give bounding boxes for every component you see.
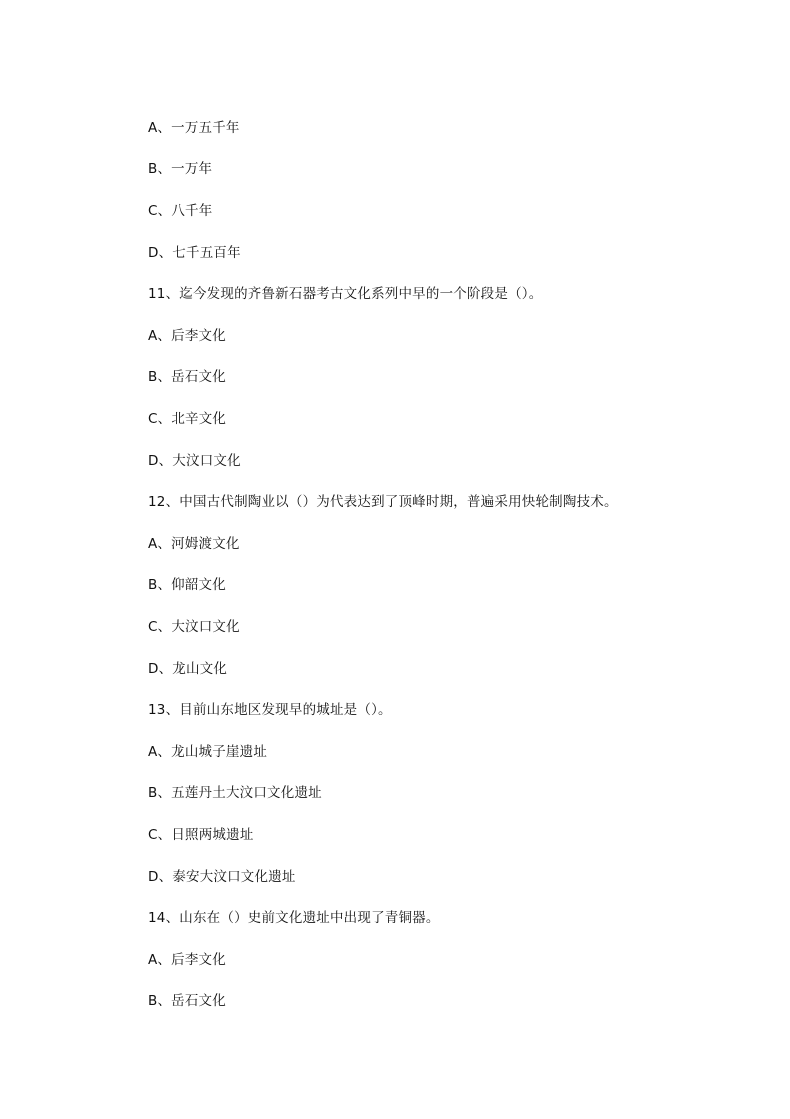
option-b-q11: B、岳石文化 — [148, 369, 226, 385]
question-14: 14、山东在（）史前文化遗址中出现了青铜器。 — [148, 910, 440, 926]
option-c-q11: C、北辛文化 — [148, 411, 227, 427]
option-a-q14: A、后李文化 — [148, 952, 226, 968]
option-b-q13: B、五莲丹土大汶口文化遗址 — [148, 785, 322, 801]
question-11: 11、迄今发现的齐鲁新石器考古文化系列中早的一个阶段是（）。 — [148, 286, 543, 302]
option-c-q12: C、大汶口文化 — [148, 619, 240, 635]
option-a-q10: A、一万五千年 — [148, 120, 240, 136]
option-a-q13: A、龙山城子崖遗址 — [148, 744, 268, 760]
option-d-q10: D、七千五百年 — [148, 245, 241, 261]
option-b-q14: B、岳石文化 — [148, 993, 226, 1009]
option-d-q12: D、龙山文化 — [148, 661, 228, 677]
option-b-q12: B、仰韶文化 — [148, 577, 226, 593]
option-b-q10: B、一万年 — [148, 161, 213, 177]
option-d-q11: D、大汶口文化 — [148, 453, 241, 469]
option-d-q13: D、泰安大汶口文化遗址 — [148, 869, 296, 885]
option-a-q12: A、河姆渡文化 — [148, 536, 240, 552]
question-12: 12、中国古代制陶业以（）为代表达到了顶峰时期，普遍采用快轮制陶技术。 — [148, 494, 618, 510]
question-13: 13、目前山东地区发现早的城址是（）。 — [148, 702, 392, 718]
option-c-q10: C、八千年 — [148, 203, 213, 219]
option-a-q11: A、后李文化 — [148, 328, 226, 344]
option-c-q13: C、日照两城遗址 — [148, 827, 254, 843]
